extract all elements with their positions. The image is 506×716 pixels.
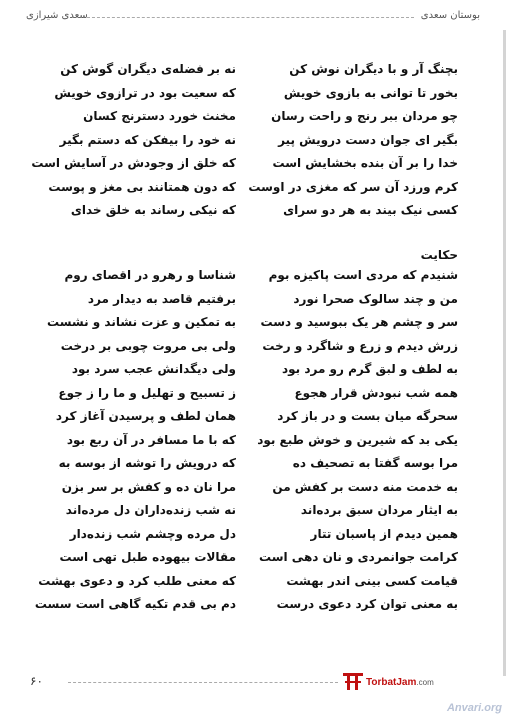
couplet <box>20 268 486 292</box>
couplet <box>20 156 486 180</box>
couplet <box>20 409 486 433</box>
couplet <box>20 597 486 621</box>
couplet <box>20 62 486 86</box>
hemistich-first: همه شب نبودش قرار هجوع <box>294 385 458 400</box>
hemistich-second: همان لطف و پرسیدن آغاز کرد <box>55 409 236 423</box>
site-logo[interactable] <box>342 670 462 694</box>
logo-mark-icon <box>342 670 364 692</box>
hemistich-first: زرش دیدم و زرع و شاگرد و رخت <box>262 338 458 353</box>
hemistich-second: که خلق از وجودش در آسایش است <box>31 156 236 170</box>
hemistich-second: مخنث خورد دسترنج کسان <box>83 109 236 123</box>
watermark: Anvari.org <box>446 702 502 714</box>
section-title: حکایت <box>420 248 458 262</box>
hemistich-first: شنیدم که مردی است پاکیزه بوم <box>268 268 458 282</box>
hemistich-first: خدا را بر آن بنده بخشایش است <box>272 156 458 170</box>
couplet <box>20 339 486 363</box>
hemistich-first: بخور تا توانی به بازوی خویش <box>283 85 458 100</box>
couplet <box>20 292 486 316</box>
hemistich-first: مرا بوسه گفتا به تصحیف ده <box>292 456 458 470</box>
hemistich-second: نه بر فضله‌ی دیگران گوش کن <box>60 62 236 76</box>
hemistich-second: دم بی قدم تکیه گاهی است سست <box>34 597 236 611</box>
hemistich-first: من و چند سالوک صحرا نورد <box>293 291 458 306</box>
header-divider <box>82 17 414 18</box>
logo-text <box>366 677 434 688</box>
hemistich-first: همین دیدم از پاسبان تتار <box>310 526 458 541</box>
hemistich-first: یکی بد که شیرین و خوش طبع بود <box>257 432 458 447</box>
hemistich-first: سحرگه میان بست و در باز کرد <box>277 409 458 423</box>
hemistich-second: ز تسبیح و تهلیل و ما را ز جوع <box>58 385 236 400</box>
hemistich-second: نه شب زنده‌داران دل مرده‌اند <box>65 503 236 517</box>
hemistich-second: که سعیت بود در ترازوی خویش <box>54 85 236 100</box>
couplet <box>20 133 486 157</box>
hemistich-second: دل مرده وچشم شب زنده‌دار <box>69 526 236 541</box>
hemistich-first: بچنگ آر و با دیگران نوش کن <box>289 62 458 76</box>
hemistich-first: سر و چشم هر یک ببوسید و دست <box>260 315 458 329</box>
couplet <box>20 315 486 339</box>
hemistich-first: به لطف و لبق گرم رو مرد بود <box>281 362 458 376</box>
couplet <box>20 386 486 410</box>
hemistich-first: به معنی توان کرد دعوی درست <box>276 597 458 611</box>
couplet <box>20 503 486 527</box>
hemistich-first: به ایثار مردان سبق برده‌اند <box>300 503 458 517</box>
footer-divider <box>68 682 338 683</box>
hemistich-first: کرامت جوانمردی و نان دهی است <box>259 550 458 564</box>
hemistich-second: که معنی طلب کرد و دعوی بهشت <box>38 573 236 588</box>
hemistich-second: ولی دیگدانش عجب سرد بود <box>71 362 236 376</box>
couplet <box>20 550 486 574</box>
hemistich-first: به خدمت منه دست بر کفش من <box>272 479 458 494</box>
author-name: سعدی شیرازی <box>26 10 88 21</box>
hemistich-first: کسی نیک بیند به هر دو سرای <box>283 203 458 217</box>
hemistich-first: قیامت کسی بینی اندر بهشت <box>286 573 458 588</box>
couplet <box>20 433 486 457</box>
hemistich-second: شناسا و رهرو در اقصای روم <box>64 268 236 282</box>
hemistich-first: چو مردان ببر رنج و راحت رسان <box>271 109 458 123</box>
page-number: ۶۰ <box>30 674 43 688</box>
couplet <box>20 86 486 110</box>
hemistich-second: برفتیم قاصد به دیدار مرد <box>87 291 236 306</box>
hemistich-second: نه خود را بیفکن که دستم بگیر <box>59 132 236 147</box>
hemistich-second: مرا نان ده و کفش بر سر بزن <box>61 479 236 494</box>
couplet <box>20 203 486 227</box>
couplet <box>20 527 486 551</box>
logo-domain: .com <box>416 678 434 687</box>
book-title: بوستان سعدی <box>420 10 480 21</box>
logo-name: TorbatJam <box>366 677 417 688</box>
hemistich-first: کرم ورزد آن سر که مغزی در اوست <box>248 179 458 194</box>
hemistich-second: مقالات بیهوده طبل تهی است <box>59 550 236 564</box>
poem-section-1 <box>20 62 486 227</box>
page-footer <box>18 670 488 694</box>
couplet <box>20 362 486 386</box>
hemistich-second: به تمکین و عزت نشاند و نشست <box>46 315 236 329</box>
couplet <box>20 109 486 133</box>
couplet <box>20 180 486 204</box>
hemistich-second: که درویش را توشه از بوسه به <box>58 456 236 470</box>
hemistich-second: که دون همتانند بی مغز و پوست <box>48 179 236 194</box>
couplet <box>20 574 486 598</box>
hemistich-second: که با ما مسافر در آن ربع بود <box>66 432 236 447</box>
hemistich-second: ولی بی مروت چوبی بر درخت <box>60 338 236 353</box>
hemistich-second: که نیکی رساند به خلق خدای <box>70 203 236 217</box>
hemistich-first: بگیر ای جوان دست درویش پیر <box>278 132 458 147</box>
page-header <box>26 8 480 28</box>
couplet <box>20 456 486 480</box>
couplet <box>20 480 486 504</box>
poem-section-2 <box>20 268 486 621</box>
